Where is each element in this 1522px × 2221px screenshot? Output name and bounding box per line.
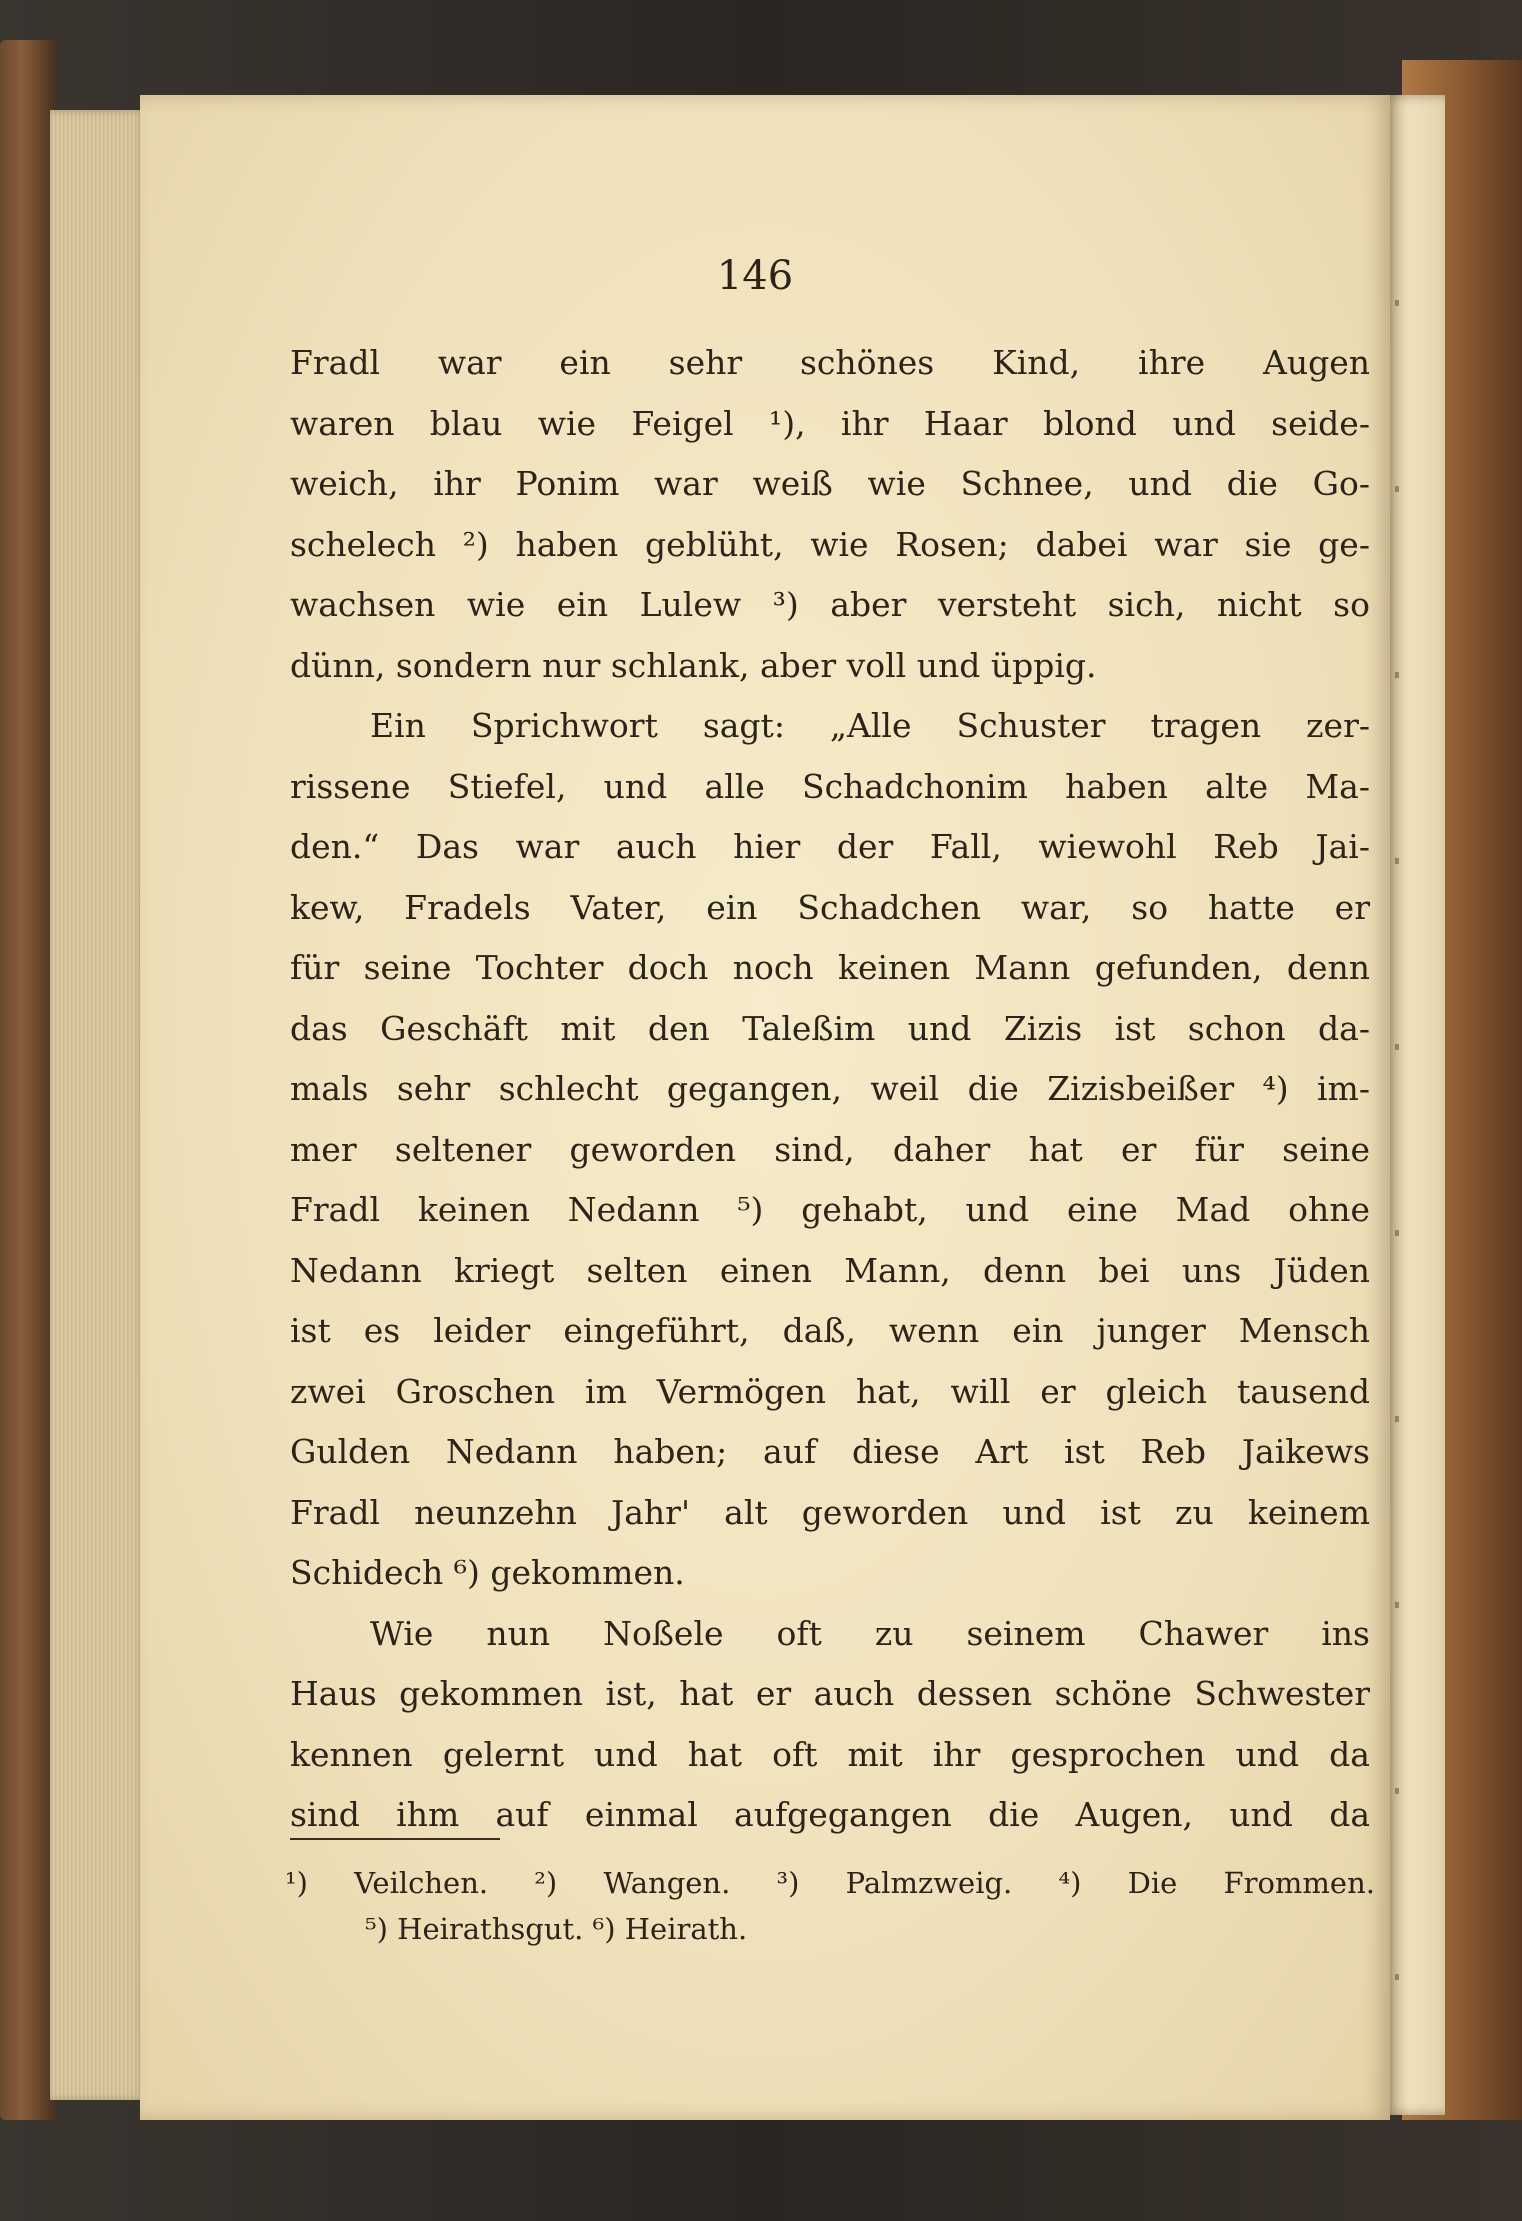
text-line: Fradl neunzehn Jahr' alt geworden und ist zu keinem (290, 1492, 1370, 1532)
text-line: mer seltener geworden sind, daher hat er für seine (290, 1129, 1370, 1169)
text-line: Haus gekommen ist, hat er auch dessen schöne Schwester (290, 1674, 1370, 1713)
book-cover-left-edge (0, 40, 55, 2120)
text-line: sind ihm auf einmal aufgegangen die Augen, und da (290, 1795, 1370, 1834)
text-line: kennen gelernt und hat oft mit ihr gesprochen und da (290, 1734, 1370, 1774)
text-line: Gulden Nedann haben; auf diese Art ist Reb Jaikews (290, 1432, 1370, 1471)
spine-shadow-marks (1395, 120, 1399, 2020)
text-line: für seine Tochter doch noch keinen Mann gefunden, denn (290, 948, 1370, 987)
text-line: kew, Fradels Vater, ein Schadchen war, so hatte er (290, 887, 1370, 927)
page-number: 146 (716, 253, 794, 299)
text-line: Nedann kriegt selten einen Mann, denn bei uns Jüden (290, 1250, 1370, 1290)
text-line: Fradl keinen Nedann ⁵) gehabt, und eine Mad ohne (290, 1190, 1370, 1229)
text-line: waren blau wie Feigel ¹), ihr Haar blond und seide- (290, 403, 1370, 443)
text-line: das Geschäft mit den Taleßim und Zizis ist schon da- (290, 1008, 1370, 1048)
footnote-divider (290, 1838, 500, 1840)
text-line: wachsen wie ein Lulew ³) aber versteht sich, nicht so (290, 585, 1370, 624)
text-line: dünn, sondern nur schlank, aber voll und üppig. (290, 645, 1097, 685)
footnote-line: ⁵) Heirathsgut. ⁶) Heirath. (365, 1912, 748, 1946)
text-line: ist es leider eingeführt, daß, wenn ein junger Mensch (290, 1311, 1370, 1350)
text-line: Fradl war ein sehr schönes Kind, ihre Augen (290, 343, 1370, 382)
text-line: weich, ihr Ponim war weiß wie Schnee, und die Go- (290, 464, 1370, 503)
text-line: rissene Stiefel, und alle Schadchonim haben alte Ma- (290, 766, 1370, 806)
text-line: Ein Sprichwort sagt: „Alle Schuster tragen zer- (370, 706, 1370, 745)
page (140, 95, 1390, 2120)
text-line: den.“ Das war auch hier der Fall, wiewohl Reb Jai- (290, 827, 1370, 866)
footnote-line: ¹) Veilchen. ²) Wangen. ³) Palmzweig. ⁴) Die Frommen. (285, 1866, 1375, 1900)
text-line: Schidech ⁶) gekommen. (290, 1553, 685, 1592)
text-line: mals sehr schlecht gegangen, weil die Zizisbeißer ⁴) im- (290, 1069, 1370, 1108)
body-text (290, 333, 1370, 1846)
text-line: schelech ²) haben geblüht, wie Rosen; dabei war sie ge- (290, 524, 1370, 564)
text-line: zwei Groschen im Vermögen hat, will er gleich tausend (290, 1371, 1370, 1411)
page-stack-edge (50, 110, 145, 2100)
text-line: Wie nun Noßele oft zu seinem Chawer ins (370, 1613, 1370, 1653)
footnotes (285, 1860, 1375, 1952)
facing-page-edge (1385, 95, 1445, 2115)
